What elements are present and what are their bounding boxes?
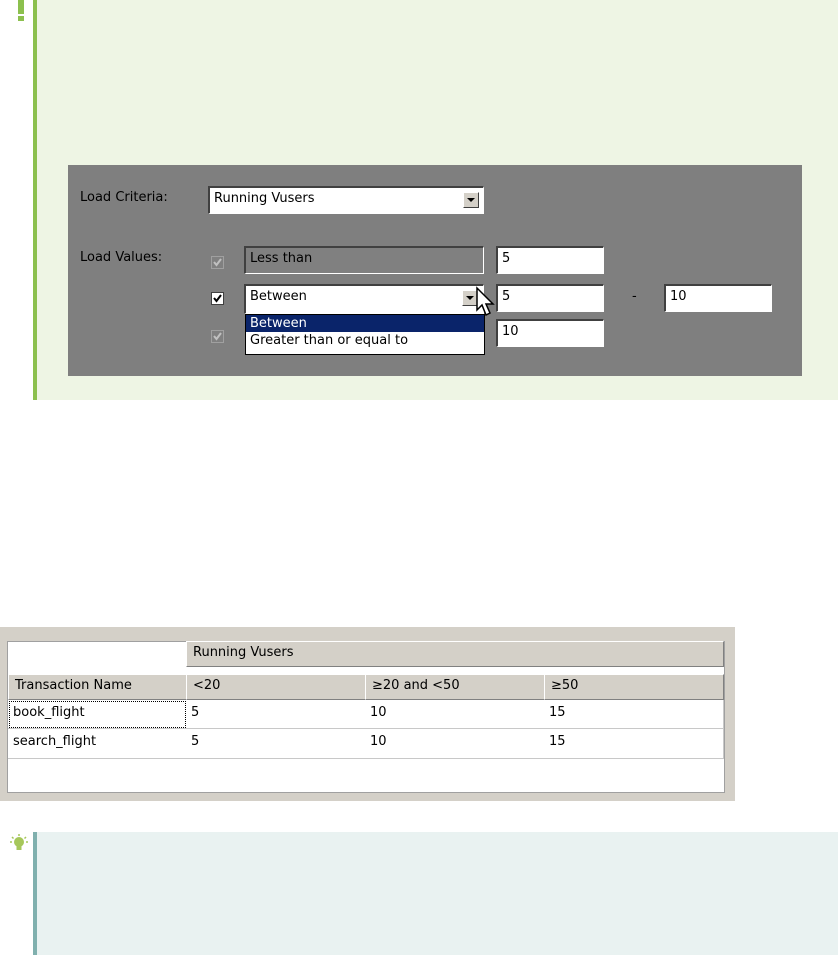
less-than-operator-text: Less than: [250, 251, 313, 266]
greater-than-checkbox[interactable]: [211, 330, 224, 343]
operator-dropdown-list: [245, 314, 485, 355]
grid-cell[interactable]: 15: [544, 700, 724, 729]
note-icon: [16, 0, 26, 22]
between-max-input[interactable]: [664, 284, 772, 312]
tip-callout: [33, 832, 838, 955]
less-than-checkbox[interactable]: [211, 256, 224, 269]
load-values-label: Load Values:: [80, 250, 163, 265]
grid-cell[interactable]: 5: [186, 700, 366, 729]
between-max-value: 10: [670, 289, 687, 304]
grid-cell[interactable]: 10: [365, 700, 545, 729]
less-than-value: 5: [502, 251, 511, 266]
grid-cell[interactable]: 5: [186, 729, 366, 759]
column-header-20-50[interactable]: ≥20 and <50: [365, 674, 545, 700]
grid-cell[interactable]: 10: [365, 729, 545, 759]
load-criteria-value: Running Vusers: [214, 191, 315, 206]
grid-cell[interactable]: book_flight: [8, 700, 187, 729]
column-header-transaction[interactable]: Transaction Name: [8, 674, 187, 700]
between-checkbox[interactable]: [211, 292, 224, 305]
between-operator-text: Between: [250, 289, 307, 304]
less-than-value-input[interactable]: [496, 246, 604, 274]
range-separator: -: [632, 289, 637, 304]
lightbulb-icon: [10, 834, 28, 854]
greater-than-value-input[interactable]: [496, 319, 604, 347]
between-operator-select[interactable]: [244, 284, 484, 314]
load-criteria-select[interactable]: [208, 186, 484, 214]
column-header-lt20[interactable]: <20: [186, 674, 366, 700]
dropdown-option-between[interactable]: Between: [246, 315, 484, 332]
chevron-down-icon[interactable]: [463, 192, 479, 208]
load-criteria-label: Load Criteria:: [80, 190, 168, 205]
mouse-pointer-icon: [475, 286, 497, 320]
grid-group-header: Running Vusers: [186, 641, 724, 667]
dropdown-option-greater-equal[interactable]: Greater than or equal to: [250, 333, 409, 348]
less-than-operator: [244, 246, 484, 274]
between-min-value: 5: [502, 289, 511, 304]
grid-cell[interactable]: search_flight: [8, 729, 187, 759]
between-min-input[interactable]: [496, 284, 604, 312]
grid-cell[interactable]: 15: [544, 729, 724, 759]
greater-than-value: 10: [502, 324, 519, 339]
column-header-ge50[interactable]: ≥50: [544, 674, 724, 700]
